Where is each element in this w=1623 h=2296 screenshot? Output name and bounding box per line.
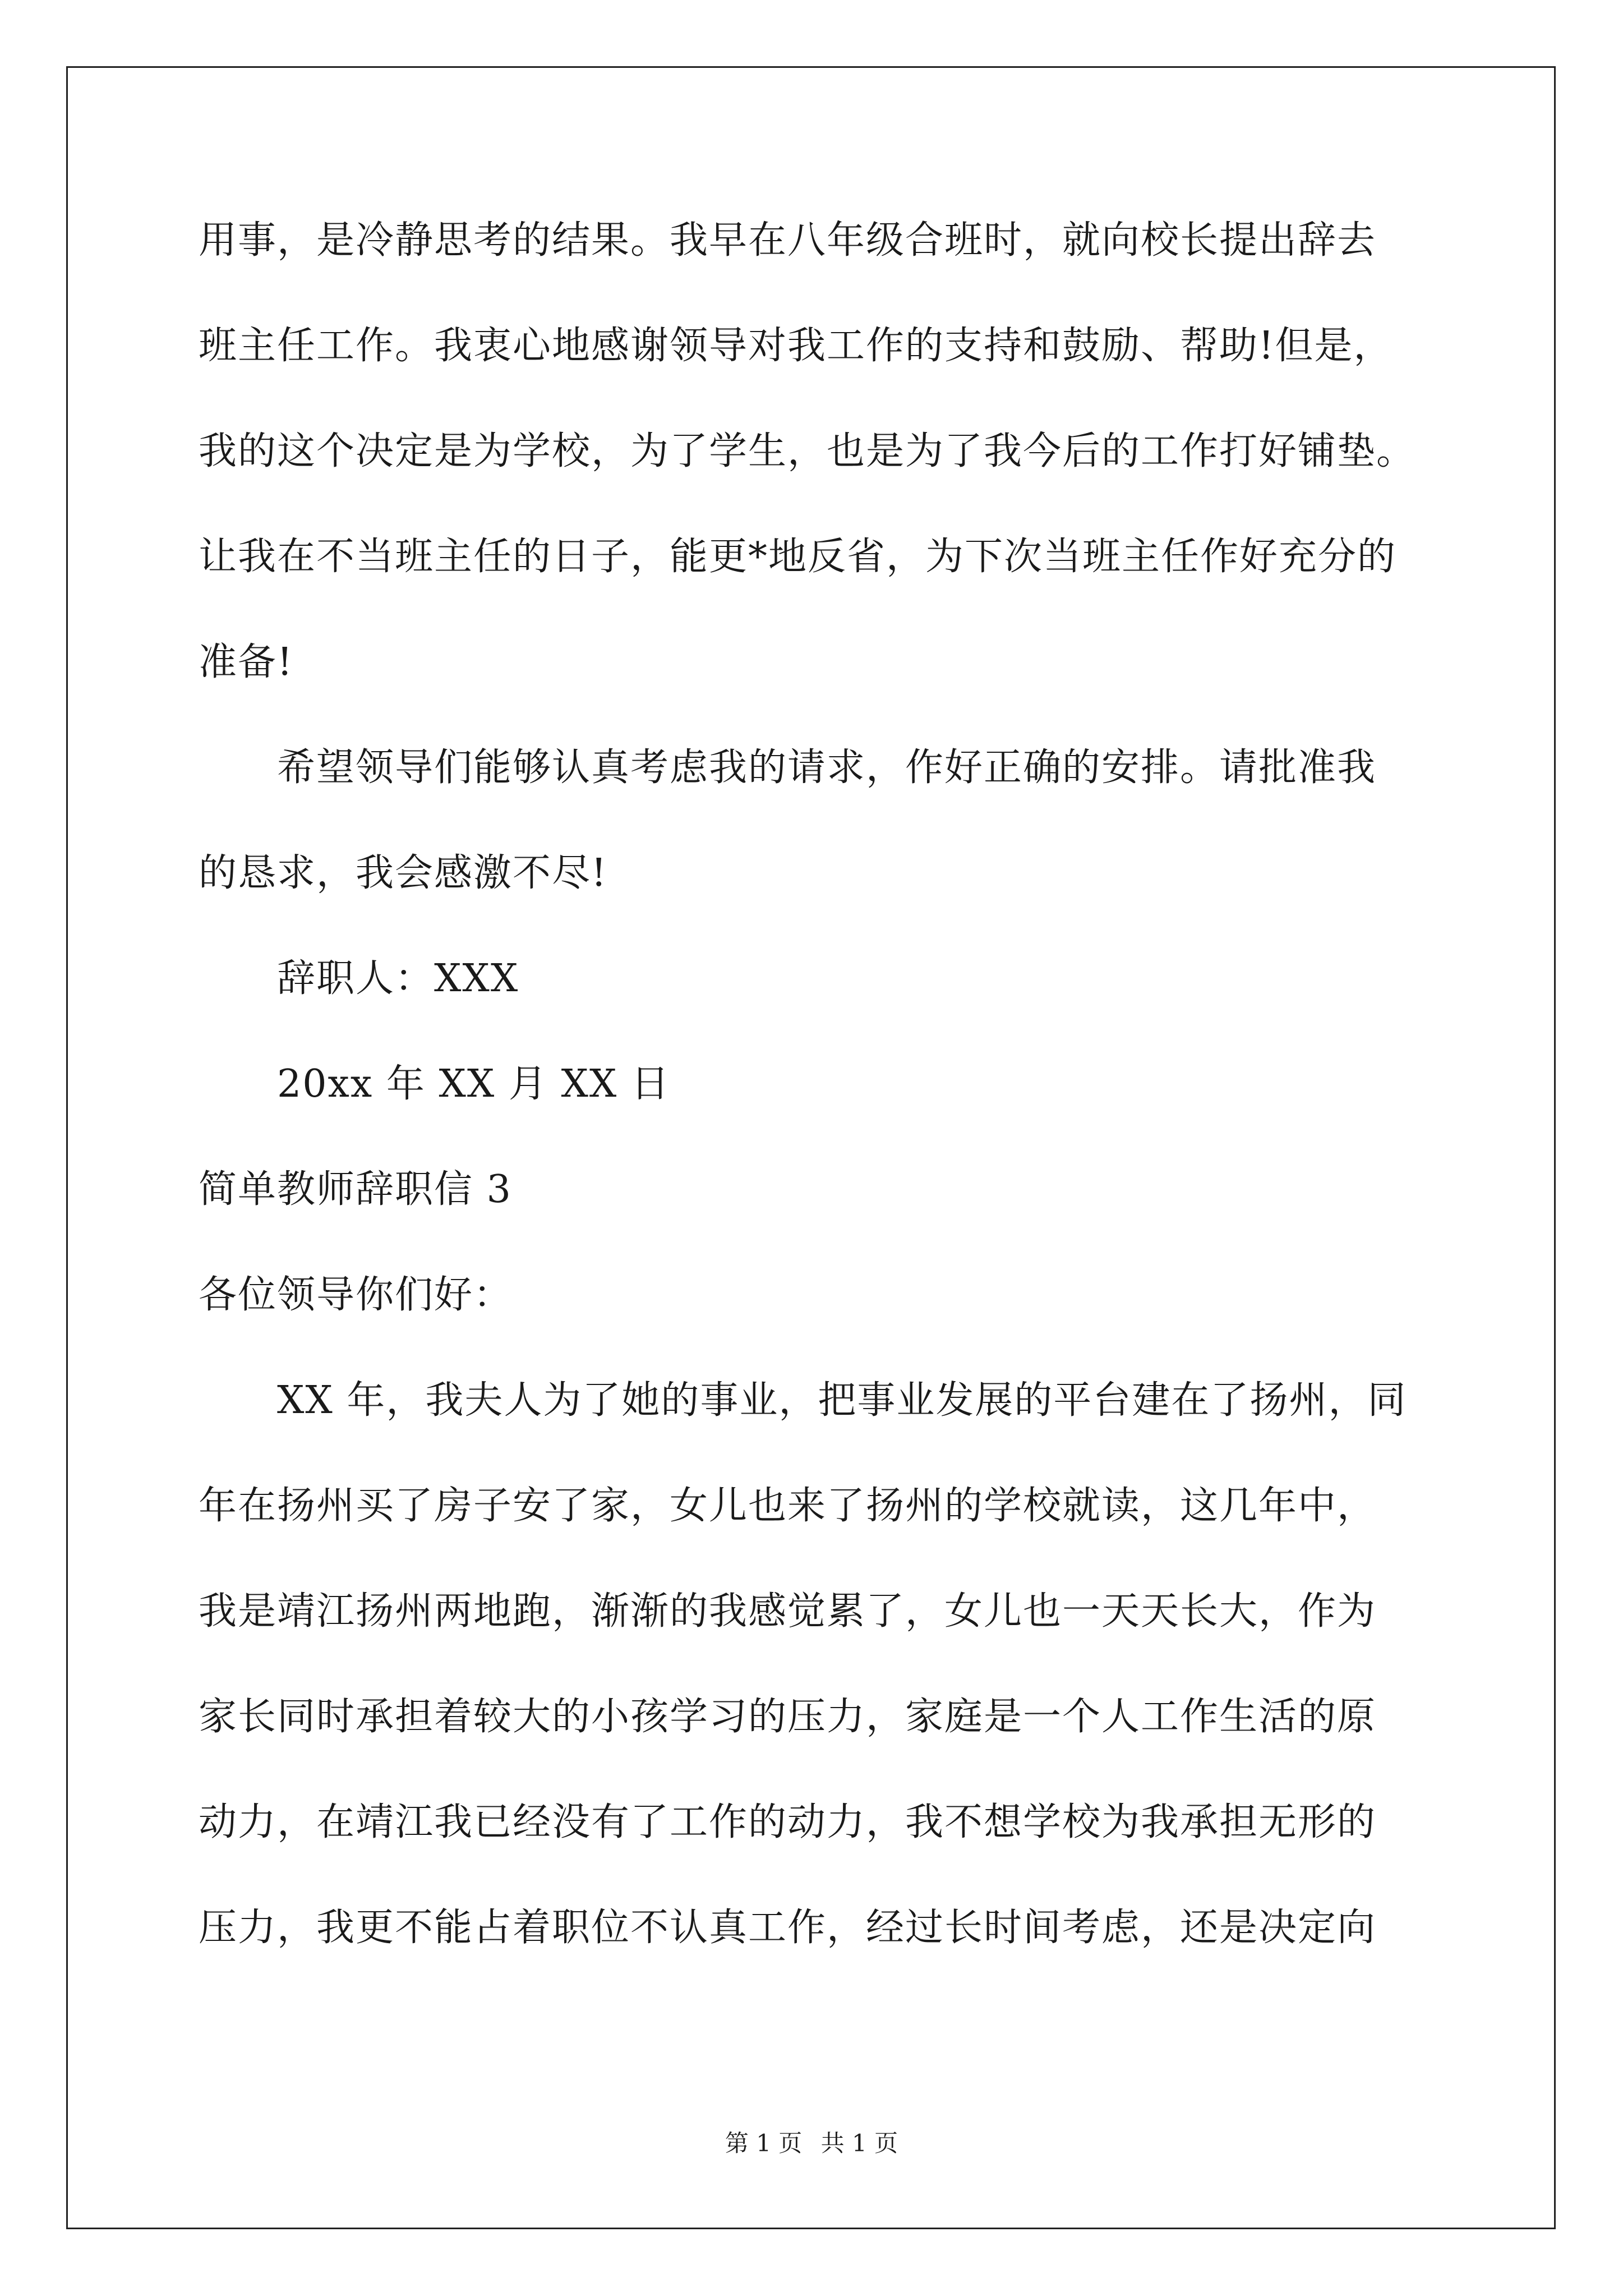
- body-line: 的恳求，我会感激不尽!: [199, 851, 608, 895]
- body-line: 准备!: [199, 640, 294, 684]
- date-line: 20xx 年 XX 月 XX 日: [277, 1062, 670, 1106]
- body-line: 年在扬州买了房子安了家，女儿也来了扬州的学校就读，这几年中，: [199, 1484, 1377, 1528]
- body-line: 我的这个决定是为学校，为了学生，也是为了我今后的工作打好铺垫。: [199, 429, 1416, 473]
- section-heading: 简单教师辞职信 3: [199, 1167, 512, 1212]
- page-total: 共 1 页: [820, 2129, 898, 2157]
- body-line: XX 年，我夫人为了她的事业，把事业发展的平台建在了扬州，同: [277, 1378, 1407, 1423]
- body-line: 希望领导们能够认真考虑我的请求，作好正确的安排。请批准我: [277, 746, 1377, 790]
- page-number: 第 1 页: [725, 2129, 803, 2157]
- salutation: 各位领导你们好：: [199, 1273, 513, 1317]
- page-footer: [0, 2129, 1623, 2157]
- body-line: 压力，我更不能占着职位不认真工作，经过长时间考虑，还是决定向: [199, 1906, 1377, 1950]
- body-line: 我是靖江扬州两地跑，渐渐的我感觉累了，女儿也一天天长大，作为: [199, 1589, 1377, 1634]
- body-line: 用事，是冷静思考的结果。我早在八年级合班时，就向校长提出辞去: [199, 218, 1377, 263]
- body-line: 让我在不当班主任的日子，能更*地反省，为下次当班主任作好充分的: [199, 535, 1397, 579]
- body-line: 班主任工作。我衷心地感谢领导对我工作的支持和鼓励、帮助!但是，: [199, 324, 1393, 368]
- body-line: 家长同时承担着较大的小孩学习的压力，家庭是一个人工作生活的原: [199, 1695, 1377, 1739]
- letter-body: [199, 218, 1449, 2014]
- body-line: 动力，在靖江我已经没有了工作的动力，我不想学校为我承担无形的: [199, 1800, 1377, 1844]
- signature-line: 辞职人：XXX: [277, 956, 519, 1001]
